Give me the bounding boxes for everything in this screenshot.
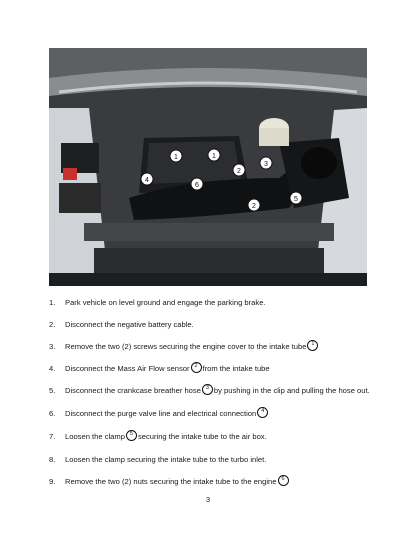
step-9-callout-icon: 6 xyxy=(278,475,289,486)
callout-5: 5 xyxy=(294,196,298,203)
step-5-callout-icon: 3 xyxy=(202,384,213,395)
callout-2b: 2 xyxy=(252,203,256,210)
step-1: 1. Park vehicle on level ground and engage the parking brake. xyxy=(49,298,266,307)
step-8: 8. Loosen the clamp securing the intake tube to the turbo inlet. xyxy=(49,455,267,464)
step-3: 3. Remove the two (2) screws securing the engine cover to the intake tube 1 xyxy=(49,340,319,354)
step-6-callout-icon: 4 xyxy=(257,407,268,418)
engine-bay-photo xyxy=(49,48,367,286)
callout-3: 3 xyxy=(264,161,268,168)
step-6: 6. Disconnect the purge valve line and electrical connection 4 xyxy=(49,407,269,421)
page-number: 3 xyxy=(205,495,211,504)
callout-1b: 1 xyxy=(212,153,216,160)
callout-2a: 2 xyxy=(237,168,241,175)
callout-4: 4 xyxy=(145,177,149,184)
callout-1a: 1 xyxy=(174,154,178,161)
step-3-callout-icon: 1 xyxy=(307,340,318,351)
step-4: 4. Disconnect the Mass Air Flow sensor 2 from the intake tube xyxy=(49,363,270,373)
engine-bay-illustration xyxy=(49,48,367,286)
step-5: 5. Disconnect the crankcase breather hose 3 by pushing in the clip and pulling the hose out. xyxy=(49,385,370,395)
step-9: 9. Remove the two (2) nuts securing the intake tube to the engine 6 xyxy=(49,475,290,489)
step-7-callout-icon: 5 xyxy=(126,430,137,441)
step-4-callout-icon: 2 xyxy=(191,362,202,373)
step-7: 7. Loosen the clamp 5 securing the intake tube to the air box. xyxy=(49,431,267,441)
callout-6: 6 xyxy=(195,182,199,189)
step-2: 2. Disconnect the negative battery cable. xyxy=(49,320,194,329)
